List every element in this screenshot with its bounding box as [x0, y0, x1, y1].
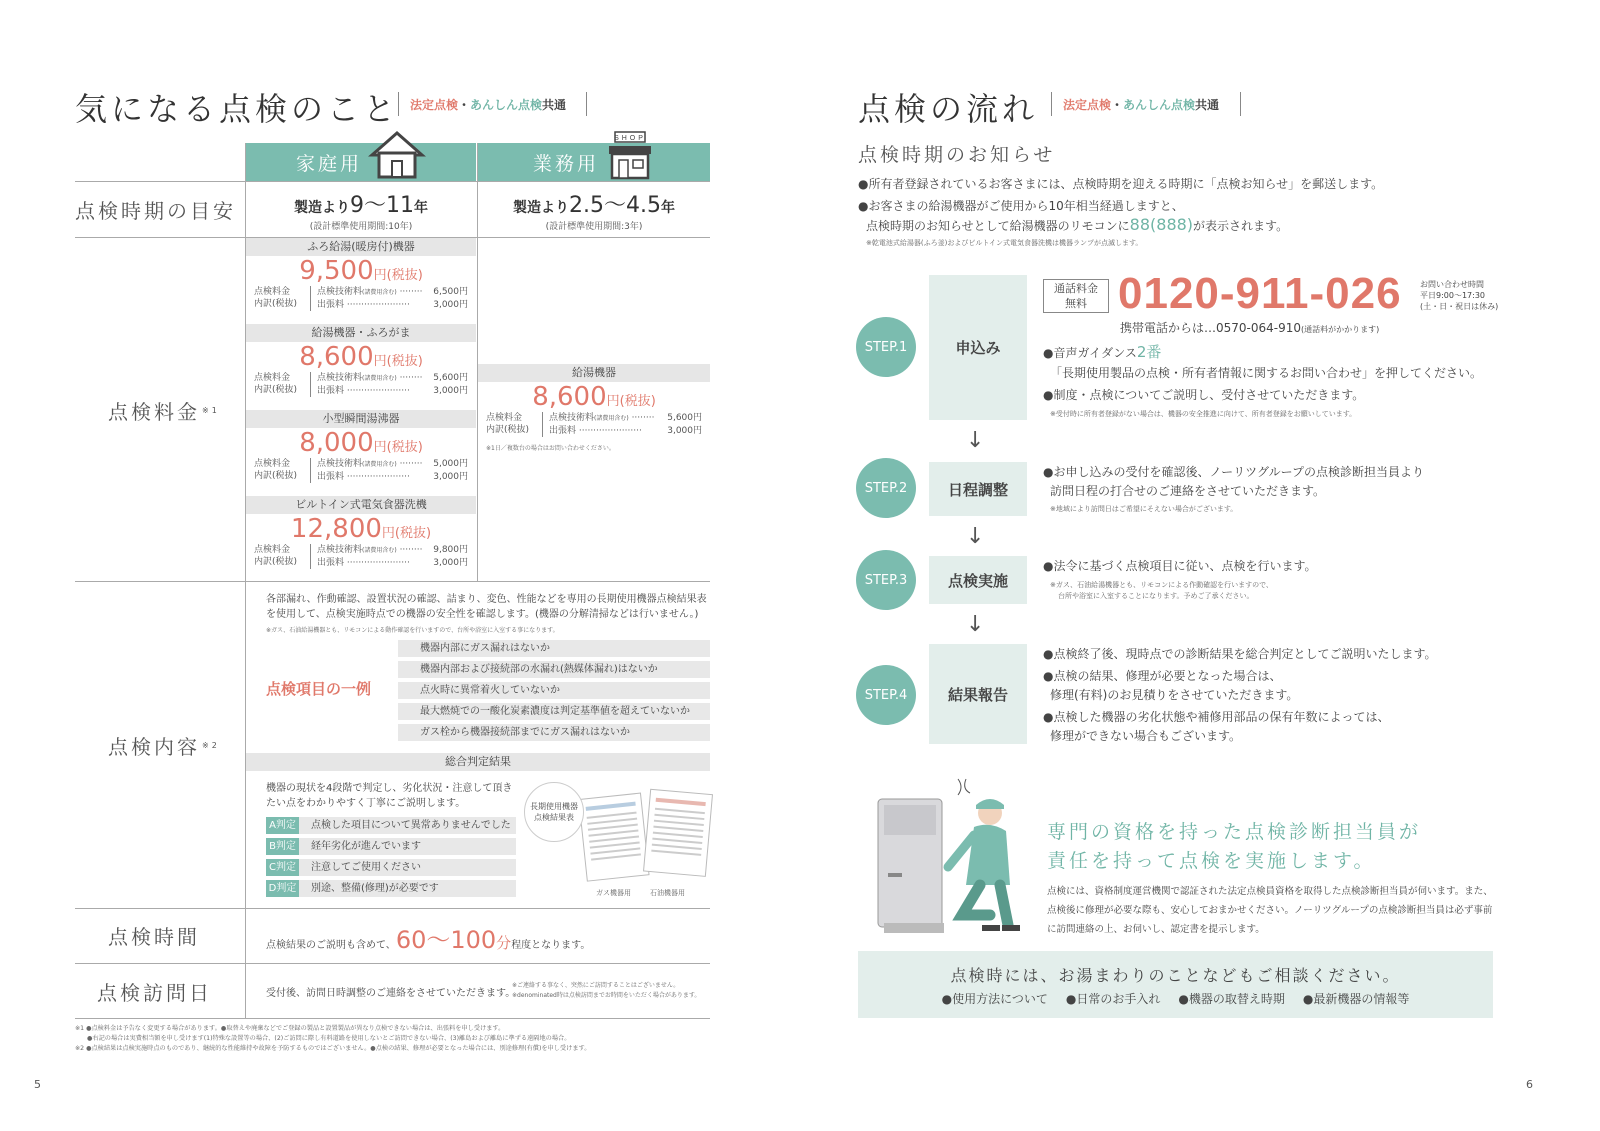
result-sheet-illustration — [575, 788, 715, 888]
divider — [75, 908, 710, 909]
consult-item: ●機器の取替え時期 — [1178, 992, 1285, 1006]
step1-note: ※受付時に所有者登録がない場合は、機器の安全推進に向けて、所有者登録をお願いしています。 — [1050, 410, 1357, 418]
fee-block-business — [478, 364, 710, 452]
col-home-header: 家庭用 — [246, 143, 476, 181]
result-description: 機器の現状を4段階で判定し、劣化状況・注意して頂きたい点をわかりやすく丁寧にご説明します。 — [266, 783, 513, 809]
notice-line: ●所有者登録されているお客さまには、点検時期を迎える時期に「点検お知らせ」を郵送します。 — [858, 177, 1384, 191]
notice-line: ●お客さまの給湯機器がご使用から10年相当経過しますと、 — [858, 199, 1184, 213]
check-item: 点火時に異常着火していないか — [398, 682, 710, 699]
sheet-oil-label: 石油機器用 — [650, 889, 685, 897]
fee-item — [246, 496, 476, 582]
fee-price: 9,500円(税抜) — [299, 256, 423, 286]
fee-price: 8,600円(税抜) — [299, 342, 423, 372]
step3-note: ※ガス、石油給湯機器とも、リモコンによる作動確認を行いますので、 台所や浴室に入室することになります。予めご了承ください。 — [1050, 581, 1273, 600]
step-box: 申込み — [929, 275, 1027, 420]
notice-note: ※乾電池式給湯器(ふろ釜)およびビルトイン式電気食器洗機は機器ランプが点滅します。 — [866, 239, 1143, 247]
shop-icon — [605, 130, 655, 180]
judgment-list — [266, 817, 516, 901]
row-label-fee: 点検料金 ※1 — [108, 399, 220, 424]
check-item-list — [398, 640, 710, 741]
fee-price: 8,600円(税抜) — [532, 382, 656, 412]
consult-item: ●使用方法について — [941, 992, 1048, 1006]
step4-text: ●点検した機器の劣化状態や補修用部品の保有年数によっては、 — [1043, 710, 1390, 724]
step1-text: ●制度・点検についてご説明し、受付させていただきます。 — [1043, 388, 1365, 402]
fee-item-name: 小型瞬間湯沸器 — [246, 410, 476, 428]
page-number-left: 5 — [34, 1078, 41, 1091]
fee-price: 12,800円(税抜) — [290, 514, 432, 544]
judgment-row: B判定 経年劣化が進んでいます — [266, 838, 516, 855]
mobile-number: 携帯電話からは…0570-064-910(通話料がかかります) — [1120, 321, 1380, 335]
page-number-right: 6 — [1526, 1078, 1533, 1091]
check-item: 機器内部および接続部の水漏れ(熱媒体漏れ)はないか — [398, 661, 710, 678]
step2-note: ※地域により訪問日はご希望にそえない場合がございます。 — [1050, 505, 1238, 513]
content-description: 各部漏れ、作動確認、設置状況の確認、詰まり、変色、性能などを専用の長期使用機器点検結果表を使用して、点検実施時点での機器の安全性を確認します。(機器の分解清掃などは行いません。) — [266, 594, 707, 620]
fee-item — [246, 324, 476, 410]
judgment-row: A判定 点検した項目について異常ありませんでした — [266, 817, 516, 834]
step1-text: 「長期使用製品の点検・所有者情報に関するお問い合わせ」を押してください。 — [1050, 366, 1483, 380]
notice-line: 点検時期のお知らせとして給湯機器のリモコンに88(888)が表示されます。 — [866, 215, 1289, 234]
check-item: 最大燃焼での一酸化炭素濃度は判定基準値を超えていないか — [398, 703, 710, 720]
fee-block-home — [246, 238, 476, 582]
tag-separator — [586, 92, 587, 116]
svg-text:SHOP: SHOP — [614, 135, 646, 142]
tag-separator — [398, 92, 399, 116]
tag-separator — [1051, 92, 1052, 116]
judgment-row: C判定 注意してご使用ください — [266, 859, 516, 876]
fee-breakdown: 点検料金 内訳(税抜) 点検技術料(諸費用含む) ········ 9,800円 出張料 ······················ 3,000円 — [254, 545, 468, 568]
left-page-title: 気になる点検のこと — [75, 90, 400, 128]
fee-breakdown: 点検料金 内訳(税抜) 点検技術料(諸費用含む) ········ 5,600円 出張料 ······················ 3,000円 — [486, 413, 702, 436]
row-label-visit: 点検訪問日 — [97, 980, 212, 1005]
example-label: 点検項目の一例 — [266, 680, 372, 698]
house-icon — [368, 129, 426, 179]
arrow-down-icon: ↓ — [966, 428, 985, 453]
right-tag: 法定点検・あんしん点検共通 — [1063, 98, 1220, 112]
divider — [75, 963, 710, 964]
promo-body: 点検には、資格制度運営機関で認証された法定点検員資格を取得した点検診断担当員が伺います。また、 点検後に修理が必要な際も、安心しておまかせください。ノーリツグループの点検診断担当員は必ず事前 に訪問連絡の上、お伺いし、認定書を提示します。 — [1047, 886, 1493, 935]
fee-price: 8,000円(税抜) — [299, 428, 423, 458]
sheet-gas-label: ガス機器用 — [596, 889, 631, 897]
phone-number: 0120-911-026 — [1118, 269, 1402, 318]
toll-free-badge: 通話料金 無料 — [1043, 279, 1109, 313]
consult-title: 点検時には、お湯まわりのことなどもご相談ください。 — [950, 966, 1401, 985]
step2-text: ●お申し込みの受付を確認後、ノーリツグループの点検診断担当員より — [1043, 465, 1425, 479]
fee-business-note: ※1日／複数台の場合はお問い合わせください。 — [486, 445, 615, 452]
phone-hours: お問い合わせ時間 平日9:00〜17:30 (土・日・祝日は休み) — [1420, 280, 1499, 311]
content-note: ※ガス、石油給湯機器とも、リモコンによる動作確認を行いますので、台所や浴室に入室する事になります。 — [266, 627, 559, 634]
row-label-period: 点検時期の目安 — [75, 199, 236, 223]
step-box: 点検実施 — [929, 556, 1027, 604]
consult-items — [858, 990, 1493, 1007]
consult-item: ●最新機器の情報等 — [1302, 992, 1410, 1006]
visit-notes: ※ご連絡する事なく、突然にご訪問することはございません。 ※denominated時は点検訪問までお時間をいただく場合があります。 — [512, 982, 701, 999]
consult-item: ●日常のお手入れ — [1065, 992, 1161, 1006]
step-box: 日程調整 — [929, 462, 1027, 516]
period-business: 製造より2.5〜4.5年 (設計標準使用期間:3年) — [513, 193, 675, 232]
fee-item-name: 給湯機器 — [478, 364, 710, 382]
left-tag: 法定点検・あんしん点検共通 — [410, 98, 567, 112]
step1-guide: ●音声ガイダンス2番 — [1043, 343, 1162, 361]
promo-heading: 専門の資格を持った点検診断担当員が 責任を持って点検を実施します。 — [1047, 821, 1422, 872]
step4-text: 修理ができない場合もございます。 — [1050, 729, 1242, 743]
check-item: ガス栓から機器接続部までにガス漏れはないか — [398, 724, 710, 741]
visit-text: 受付後、訪問日時調整のご連絡をさせていただきます。 — [266, 988, 516, 999]
notice-subtitle: 点検時期のお知らせ — [858, 144, 1056, 166]
step4-text: ●点検終了後、現時点での診断結果を総合判定としてご説明いたします。 — [1043, 647, 1437, 661]
fee-breakdown: 点検料金 内訳(税抜) 点検技術料(諸費用含む) ········ 6,500円 出張料 ······················ 3,000円 — [254, 287, 468, 310]
row-label-time: 点検時間 — [108, 924, 200, 949]
arrow-down-icon: ↓ — [966, 524, 985, 549]
row-label-content: 点検内容 ※2 — [108, 734, 220, 759]
fee-breakdown: 点検料金 内訳(税抜) 点検技術料(諸費用含む) ········ 5,000円 出張料 ······················ 3,000円 — [254, 459, 468, 482]
consult-box — [858, 951, 1493, 1018]
right-page-title: 点検の流れ — [858, 90, 1039, 128]
step3-text: ●法令に基づく点検項目に従い、点検を行います。 — [1043, 559, 1317, 573]
step-badge: STEP.3 — [856, 550, 916, 610]
check-item: 機器内部にガス漏れはないか — [398, 640, 710, 657]
result-sheet-label: 長期使用機器点検結果表 — [524, 782, 584, 842]
fee-item-name: ビルトイン式電気食器洗機 — [246, 496, 476, 514]
step-badge: STEP.2 — [856, 458, 916, 518]
fee-item-name: 給湯機器・ふろがま — [246, 324, 476, 342]
fee-breakdown: 点検料金 内訳(税抜) 点検技術料(諸費用含む) ········ 5,600円 出張料 ······················ 3,000円 — [254, 373, 468, 396]
inspection-time-text: 点検結果のご説明も含めて、60〜100分程度となります。 — [266, 926, 591, 954]
step2-text: 訪問日程の打合せのご連絡をさせていただきます。 — [1050, 484, 1326, 498]
step4-text: 修理(有料)のお見積りをさせていただきます。 — [1050, 688, 1299, 702]
left-footnotes: ※1 ●点検料金は予告なく変更する場合があります。●取替えや廃棄などでご登録の製品と設置製品が異なり点検できない場合は、出張料を申し受けます。 ●右記の場合は実費相当額を申し受けます(1)特殊な設置等の場合、(2)ご訪問に際し有料道路を使用しないとご訪問できない場合、(3)離島および離島に準ずる遠隔地の場合。 ※2 ●点検結果は点検実施時点のものであり、継続的な性能維持や故障を予防するものではございません。●点検の結果、修理が必要となった場合には、別途修理(有償)を申し受けます。 — [75, 1025, 591, 1052]
judgment-row: D判定 別途、整備(修理)が必要です — [266, 880, 516, 897]
result-header: 総合判定結果 — [246, 753, 710, 771]
step-box: 結果報告 — [929, 644, 1027, 744]
step-badge: STEP.4 — [856, 665, 916, 725]
technician-illustration — [870, 775, 1030, 940]
step4-text: ●点検の結果、修理が必要となった場合は、 — [1043, 669, 1282, 683]
divider — [75, 1018, 710, 1019]
period-home: 製造より9〜11年 (設計標準使用期間:10年) — [294, 193, 428, 232]
col-business-header: 業務用 SHOP — [478, 143, 710, 181]
arrow-down-icon: ↓ — [966, 612, 985, 637]
fee-item — [246, 238, 476, 324]
fee-item — [246, 410, 476, 496]
tag-separator — [1240, 92, 1241, 116]
fee-item-name: ふろ給湯(暖房付)機器 — [246, 238, 476, 256]
step-badge: STEP.1 — [856, 317, 916, 377]
